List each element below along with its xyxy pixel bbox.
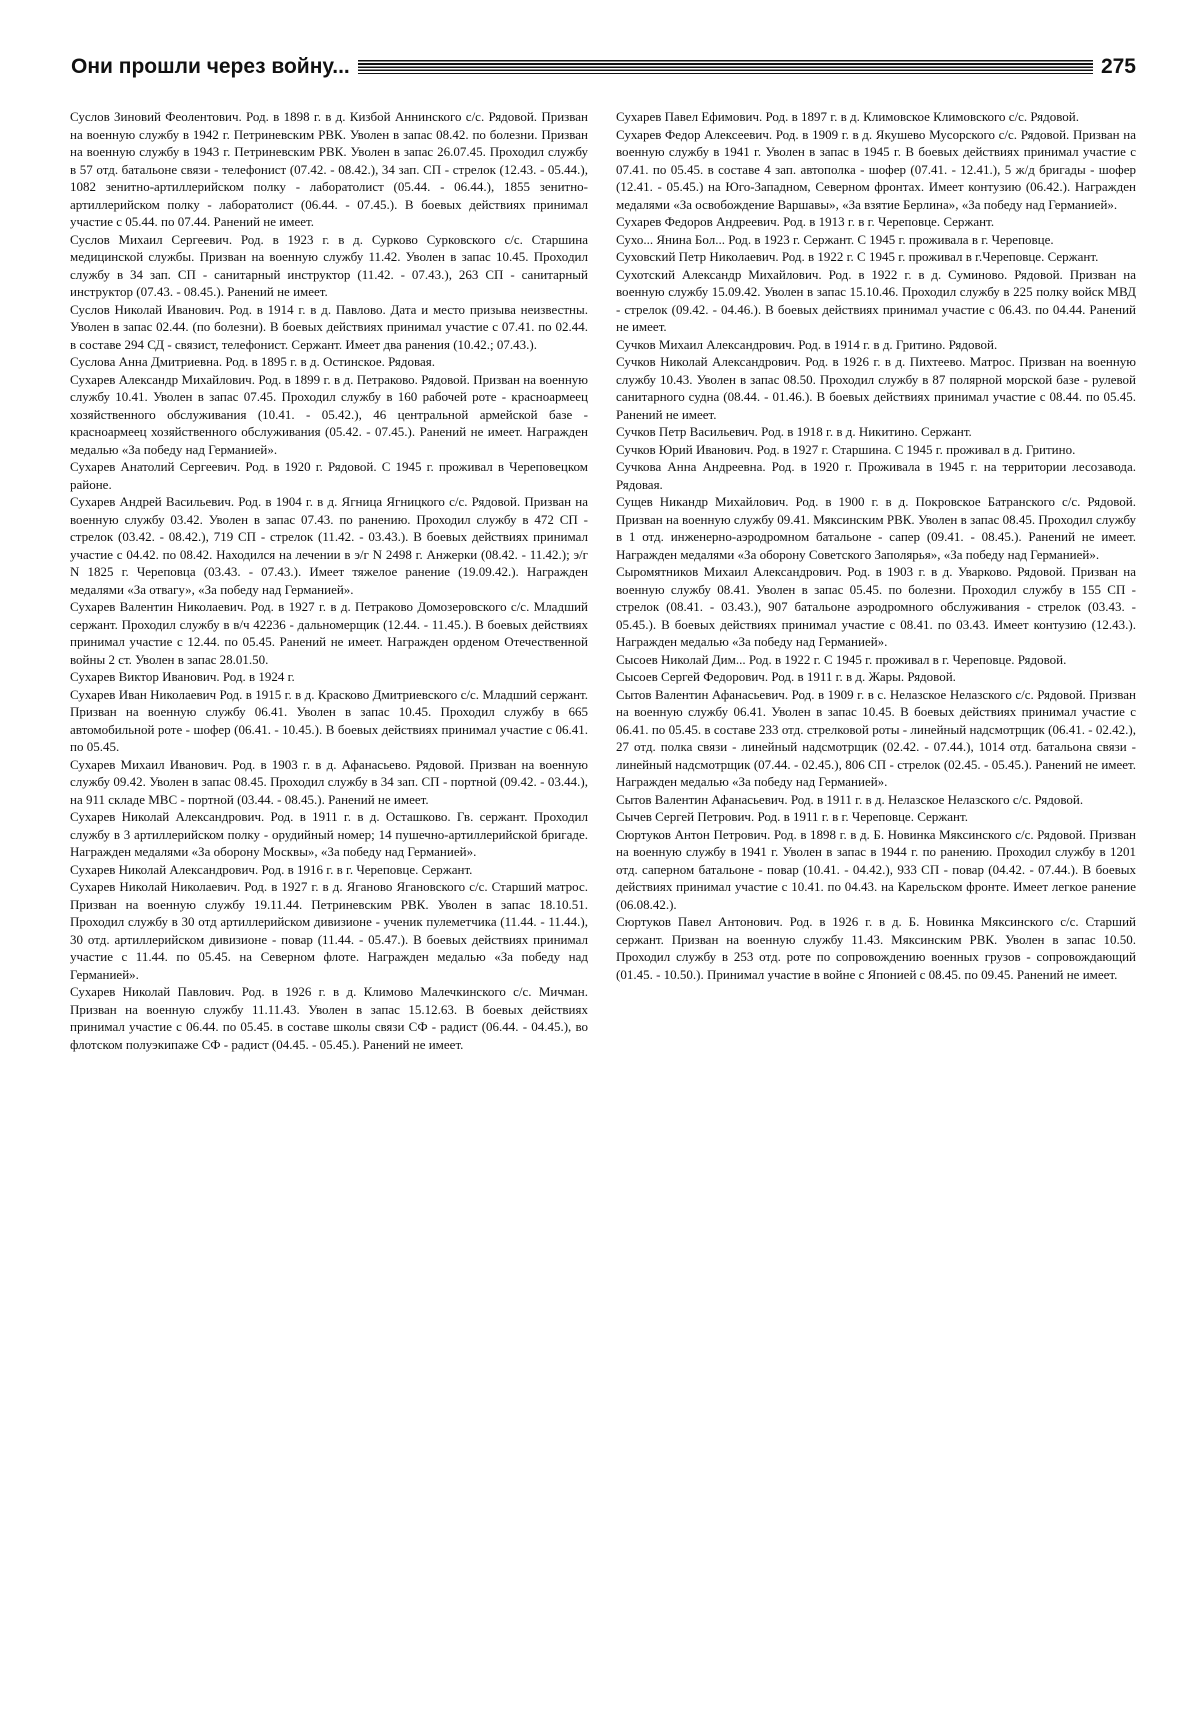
biography-entry: Сухарев Иван Николаевич Род. в 1915 г. в д. Красково Дмитриевского с/с. Младший сержант. Призван на военную службу 06.41. Уволен в запас 10.45. Проходил службу в 665 автомобильной роте - шофер (06.41. - 10.45.). В боевых действиях принимал участие с 06.41. по 05.45.: [70, 686, 588, 754]
biography-entry: Сытов Валентин Афанасьевич. Род. в 1909 г. в с. Нелазское Нелазского с/с. Рядовой. Призван на военную службу 06.41. Уволен в запас 10.45. В боевых действиях принимал участие с 06.41. по 05.45. в составе 233 отд. стрелковой роты - линейный надсмотрщик (06.41. - 02.42.), 27 отд. полка связи - линейный надсмотрщик (02.42. - 07.44.), 1014 отд. батальона связи - линейный надсмотрщик (07.44. - 02.45.), 806 СП - стрелок (02.45. - 05.45.). Ранений не имеет. Награжден медалью «За победу над Германией».: [616, 686, 1136, 789]
running-title: Они прошли через войну...: [71, 55, 350, 78]
biography-entry: Сытов Валентин Афанасьевич. Род. в 1911 г. в д. Нелазское Нелазского с/с. Рядовой.: [616, 791, 1084, 807]
biography-entry: Суслова Анна Дмитриевна. Род. в 1895 г. в д. Остинское. Рядовая.: [70, 354, 435, 369]
biography-entry: Сучкова Анна Андреевна. Род. в 1920 г. Проживала в 1945 г. на территории лесозавода. Рядовая.: [616, 459, 1136, 492]
biography-entry: Суховский Петр Николаевич. Род. в 1922 г. С 1945 г. проживал в г.Череповце. Сержант.: [616, 249, 1099, 264]
right-column: [616, 108, 1136, 983]
biography-entry: Сучков Петр Васильевич. Род. в 1918 г. в д. Никитино. Сержант.: [616, 424, 972, 439]
biography-entry: Сухарев Александр Михайлович. Род. в 1899 г. в д. Петраково. Рядовой. Призван на военную службу 10.41. Уволен в запас 07.45. Проходил службу в 160 рабочей роте - красноармеец хозяйственного обслуживания (10.41. - 05.42.), 46 центральной армейской базе - красноармеец хозяйственного обслуживания (05.42. - 07.45.). Ранений не имеет. Награжден медалью «За победу над Германией».: [70, 371, 588, 457]
biography-entry: Сухо... Янина Бол... Род. в 1923 г. Сержант. С 1945 г. проживала в г. Череповце.: [616, 231, 1054, 247]
header-rule: [358, 60, 1093, 74]
biography-entry: Сухотский Александр Михайлович. Род. в 1922 г. в д. Суминово. Рядовой. Призван на военную службу 15.09.42. Уволен в запас 15.10.46. Проходил службу в 225 полку войск МВД - стрелок (09.42. - 04.46.). В боевых действиях принимал участие с 06.43. по 04.44. Ранений не имеет.: [616, 266, 1136, 334]
biography-entry: Сухарев Николай Николаевич. Род. в 1927 г. в д. Яганово Ягановского с/с. Старший матрос. Призван на военную службу 19.11.44. Петриневским РВК. Уволен в запас 18.10.51. Проходил службу в 30 отд артиллерийском дивизионе - ученик пулеметчика (11.44. - 11.44.), 30 отд. артиллерийском дивизионе - повар (11.44. - 05.47.). В боевых действиях принимал участие с 11.44. по 05.45. на Северном флоте. Награжден медалью «За победу над Германией».: [70, 879, 588, 982]
biography-entry: Сучков Юрий Иванович. Род. в 1927 г. Старшина. С 1945 г. проживал в д. Гритино.: [616, 441, 1076, 457]
biography-entry: Сюртуков Антон Петрович. Род. в 1898 г. в д. Б. Новинка Мяксинского с/с. Рядовой. Призван на военную службу в 1941 г. Уволен в запас в 1944 г. по ранению. Проходил службу в 1201 отд. саперном батальоне - повар (10.41. - 04.42.), 933 СП - повар (04.42. - 07.44.). В боевых действиях принимал участие с 10.41. по 04.43. на Карельском фронте. Имеет легкое ранение (06.08.42.).: [616, 826, 1136, 912]
biography-entry: Сыромятников Михаил Александрович. Род. в 1903 г. в д. Уварково. Рядовой. Призван на военную службу 08.41. Уволен в запас 05.45. по болезни. Проходил службу в 155 СП - стрелок (08.41. - 03.43.), 907 батальоне аэродромного обслуживания - стрелок (03.43. - 05.45.). В боевых действиях принимал участие с 08.41. по 03.43. Имеет контузию (12.43.). Награжден медалью «За победу над Германией».: [616, 564, 1136, 649]
biography-entry: Сухарев Федор Алексеевич. Род. в 1909 г. в д. Якушево Мусорского с/с. Рядовой. Призван на военную службу в 1941 г. Уволен в запас в 1945 г. В боевых действиях принимал участие с 07.41. по 05.45. в составе 4 зап. автополка - шофер (07.41. - 12.41.), 5 ж/д бригады - шофер (12.41. - 05.45.) на Юго-Западном, Северном фронтах. Имеет контузию (06.42.). Награжден медалями «За освобождение Варшавы», «За взятие Берлина», «За победу над Германией».: [616, 126, 1136, 212]
page-number: 275: [1100, 55, 1136, 78]
biography-entry: Сухарев Виктор Иванович. Род. в 1924 г.: [70, 669, 295, 684]
biography-entry: Сысоев Николай Дим... Род. в 1922 г. С 1945 г. проживал в г. Череповце. Рядовой.: [616, 651, 1067, 667]
biography-entry: Сысоев Сергей Федорович. Род. в 1911 г. в д. Жары. Рядовой.: [616, 669, 956, 684]
biography-entry: Сухарев Николай Павлович. Род. в 1926 г. в д. Климово Малечкинского с/с. Мичман. Призван на военную службу 11.11.43. Уволен в запас 15.12.63. В боевых действиях принимал участие с 06.44. по 05.45. в составе школы связи СФ - радист (06.44. - 04.45.), во флотском полуэкипаже СФ - радист (04.45. - 05.45.). Ранений не имеет.: [70, 984, 588, 1052]
biography-entry: Сухарев Николай Александрович. Род. в 1911 г. в д. Осташково. Гв. сержант. Проходил службу в 3 артиллерийском полку - орудийный номер; 14 пушечно-артиллерийской бригаде. Награжден медалями «За оборону Москвы», «За победу над Германией».: [70, 809, 588, 859]
biography-entry: Сухарев Андрей Васильевич. Род. в 1904 г. в д. Ягница Ягницкого с/с. Рядовой. Призван на военную службу 03.42. Уволен в запас 07.43. по ранению. Проходил службу в 472 СП - стрелок (03.42. - 08.42.), 719 СП - стрелок (11.42. - 03.43.). В боевых действиях принимал участие с 04.42. по 08.42. Находился на лечении в э/г N 2498 г. Анжерки (08.42. - 11.42.); э/г N 1825 г. Череповца (03.43. - 07.43.). Имеет тяжелое ранение (19.09.42.). Награжден медалями «За отвагу», «За победу над Германией».: [70, 494, 588, 597]
biography-entry: Сухарев Павел Ефимович. Род. в 1897 г. в д. Климовское Климовского с/с. Рядовой.: [616, 109, 1079, 124]
biography-entry: Сухарев Анатолий Сергеевич. Род. в 1920 г. Рядовой. С 1945 г. проживал в Череповецком районе.: [70, 459, 588, 492]
biography-entry: Сычев Сергей Петрович. Род. в 1911 г. в г. Череповце. Сержант.: [616, 809, 968, 824]
left-column: [70, 108, 588, 1053]
biography-entry: Сюртуков Павел Антонович. Род. в 1926 г. в д. Б. Новинка Мяксинского с/с. Старший сержант. Призван на военную службу 11.43. Мяксинским РВК. Уволен в запас 10.50. Проходил службу в 253 отд. роте по сопровождению военных грузов - сопровождающий (01.45. - 10.50.). Принимал участие в войне с Японией с 08.45. по 09.45. Ранений не имеет.: [616, 914, 1136, 982]
biography-entry: Суслов Зиновий Феолентович. Род. в 1898 г. в д. Кизбой Аннинского с/с. Рядовой. Призван на военную службу в 1942 г. Петриневским РВК. Уволен в запас 08.42. по болезни. Призван на военную службу в 1943 г. Петриневским РВК. Уволен в запас 26.07.45. Проходил службу в 57 отд. батальоне связи - телефонист (07.42. - 08.42.), 34 зап. СП - стрелок (12.43. - 05.44.), 1082 зенитно-артиллерийском полку - лаборатолист (05.44. - 06.44.), 1855 зенитно-артиллерийском полку - лаборатолист (06.44. - 07.45.). В боевых действиях принимал участие с 05.44. по 07.44. Ранений не имеет.: [70, 109, 588, 229]
biography-entry: Сухарев Михаил Иванович. Род. в 1903 г. в д. Афанасьево. Рядовой. Призван на военную службу 09.42. Уволен в запас 08.45. Проходил службу в 34 зап. СП - портной (09.42. - 03.44.), на 911 складе МВС - портной (03.44. - 08.45.). Ранений не имеет.: [70, 756, 588, 807]
biography-entry: Суслов Николай Иванович. Род. в 1914 г. в д. Павлово. Дата и место призыва неизвестны. Уволен в запас 02.44. (по болезни). В боевых действиях принимал участие с 07.41. по 02.44. в составе 294 СД - связист, телефонист. Сержант. Имеет два ранения (10.42.; 07.43.).: [70, 301, 588, 352]
biography-entry: Сухарев Валентин Николаевич. Род. в 1927 г. в д. Петраково Домозеровского с/с. Младший сержант. Проходил службу в в/ч 42236 - дальномерщик (12.44. - 11.45.). В боевых действиях принимал участие с 12.44. по 05.45. Ранений не имеет. Награжден орденом Отечественной войны 2 ст. Уволен в запас 28.01.50.: [70, 599, 588, 667]
biography-entry: Сущев Никандр Михайлович. Род. в 1900 г. в д. Покровское Батранского с/с. Рядовой. Призван на военную службу 09.41. Мяксинским РВК. Уволен в запас 08.45. Проходил службу в 1 отд. инженерно-аэродромном батальоне - сапер (09.41. - 08.45.). Ранений не имеет. Награжден медалями «За оборону Советского Заполярья», «За победу над Германией».: [616, 494, 1136, 562]
biography-entry: Сучков Михаил Александрович. Род. в 1914 г. в д. Гритино. Рядовой.: [616, 336, 998, 352]
running-header: [71, 50, 1136, 84]
biography-entry: Суслов Михаил Сергеевич. Род. в 1923 г. в д. Сурково Сурковского с/с. Старшина медицинской службы. Призван на военную службу 11.42. Уволен в запас 10.45. Проходил службу в 34 зап. СП - санитарный инструктор (11.42. - 07.43.), 263 СП - санитарный инструктор (07.43. - 08.45.). Ранений не имеет.: [70, 231, 588, 299]
biography-entry: Сухарев Федоров Андреевич. Род. в 1913 г. в г. Череповце. Сержант.: [616, 214, 995, 229]
biography-entry: Сухарев Николай Александрович. Род. в 1916 г. в г. Череповце. Сержант.: [70, 861, 473, 877]
biography-entry: Сучков Николай Александрович. Род. в 1926 г. в д. Пихтеево. Матрос. Призван на военную службу 10.43. Уволен в запас 08.50. Проходил службу в 87 полярной морской базе - рулевой санитарного судна (08.44. - 01.46.). В боевых действиях принимал участие с 08.44. по 05.45. Ранений не имеет.: [616, 354, 1136, 422]
